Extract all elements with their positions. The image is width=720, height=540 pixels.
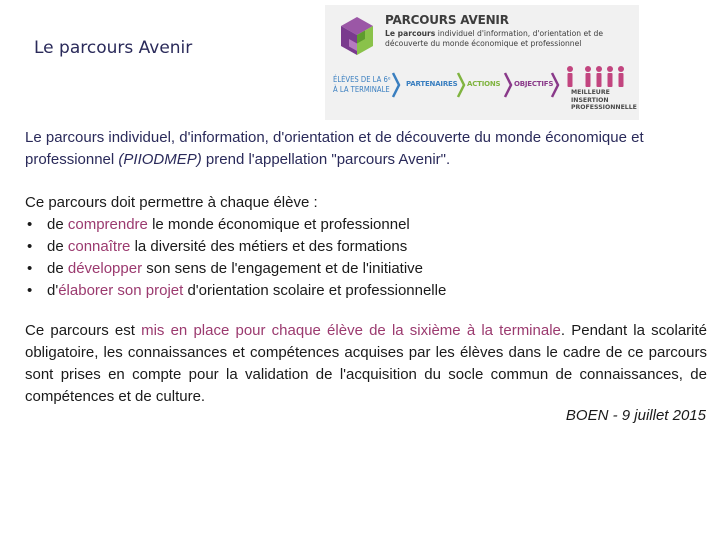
slide-title: Le parcours Avenir: [34, 38, 193, 58]
people-icon: [565, 65, 631, 89]
chevron-right-icon: [550, 71, 560, 99]
goals-section: [25, 192, 715, 302]
flow-step-partenaires: PARTENAIRES: [406, 80, 458, 88]
chevron-right-icon: [391, 71, 401, 99]
goals-list: [25, 214, 715, 302]
goal-rest: le monde économique et professionnel: [147, 216, 410, 233]
placement-paragraph: [25, 320, 707, 408]
list-item: [25, 214, 715, 236]
list-item: [25, 236, 715, 258]
goal-verb: comprendre: [67, 216, 148, 233]
banner-subtitle: [385, 29, 635, 49]
goal-verb: développer: [67, 260, 143, 277]
cube-logo-icon: [337, 15, 377, 59]
goal-rest: la diversité des métiers et des formations: [130, 238, 408, 255]
goals-lead: Ce parcours doit permettre à chaque élève :: [25, 194, 318, 211]
goal-verb: connaître: [67, 238, 131, 255]
placement-highlight: mis en place pour chaque élève de la sixième à la terminale: [141, 322, 561, 339]
intro-tail: prend l'appellation "parcours Avenir".: [201, 151, 451, 168]
goal-verb: élaborer son projet: [58, 282, 184, 299]
parcours-avenir-banner: [325, 5, 639, 120]
flow-step-objectifs: OBJECTIFS: [514, 80, 554, 88]
banner-subtitle-bold: Le parcours: [385, 29, 436, 38]
chevron-right-icon: [503, 71, 513, 99]
flow-start-label: ÉLÈVES DE LA 6ᵉ À LA TERMINALE: [333, 75, 391, 94]
list-item: [25, 258, 715, 280]
goal-prefix: de: [47, 216, 68, 233]
intro-paragraph: [25, 127, 705, 171]
goal-rest: son sens de l'engagement et de l'initiative: [142, 260, 423, 277]
banner-title: PARCOURS AVENIR: [385, 13, 509, 27]
goal-rest: d'orientation scolaire et professionnelle: [183, 282, 447, 299]
banner-subtitle-rest: individuel d'information, d'orientation et de découverte du monde économique et professionnel: [385, 29, 604, 48]
outcome-label: MEILLEURE INSERTION PROFESSIONNELLE: [571, 89, 637, 111]
placement-lead: Ce parcours est: [25, 322, 142, 339]
goal-prefix: de: [47, 260, 68, 277]
goal-prefix: de: [47, 238, 68, 255]
goal-prefix: d': [47, 282, 59, 299]
intro-code: (PIIODMEP): [118, 151, 202, 168]
intro-main: Le parcours individuel, d'information, d'orientation et de découverte du monde économique et professionnel: [25, 129, 644, 168]
flow-step-actions: ACTIONS: [467, 80, 501, 88]
source-citation: BOEN - 9 juillet 2015: [565, 407, 706, 424]
list-item: [25, 280, 715, 302]
chevron-right-icon: [456, 71, 466, 99]
placement-rest: . Pendant la scolarité obligatoire, les connaissances et compétences acquises par les élèves dans le cadre de ce parcours sont prises en compte pour la validation de l'acquisition du socle commun de connaissances, de compétences et de culture.: [25, 322, 707, 405]
